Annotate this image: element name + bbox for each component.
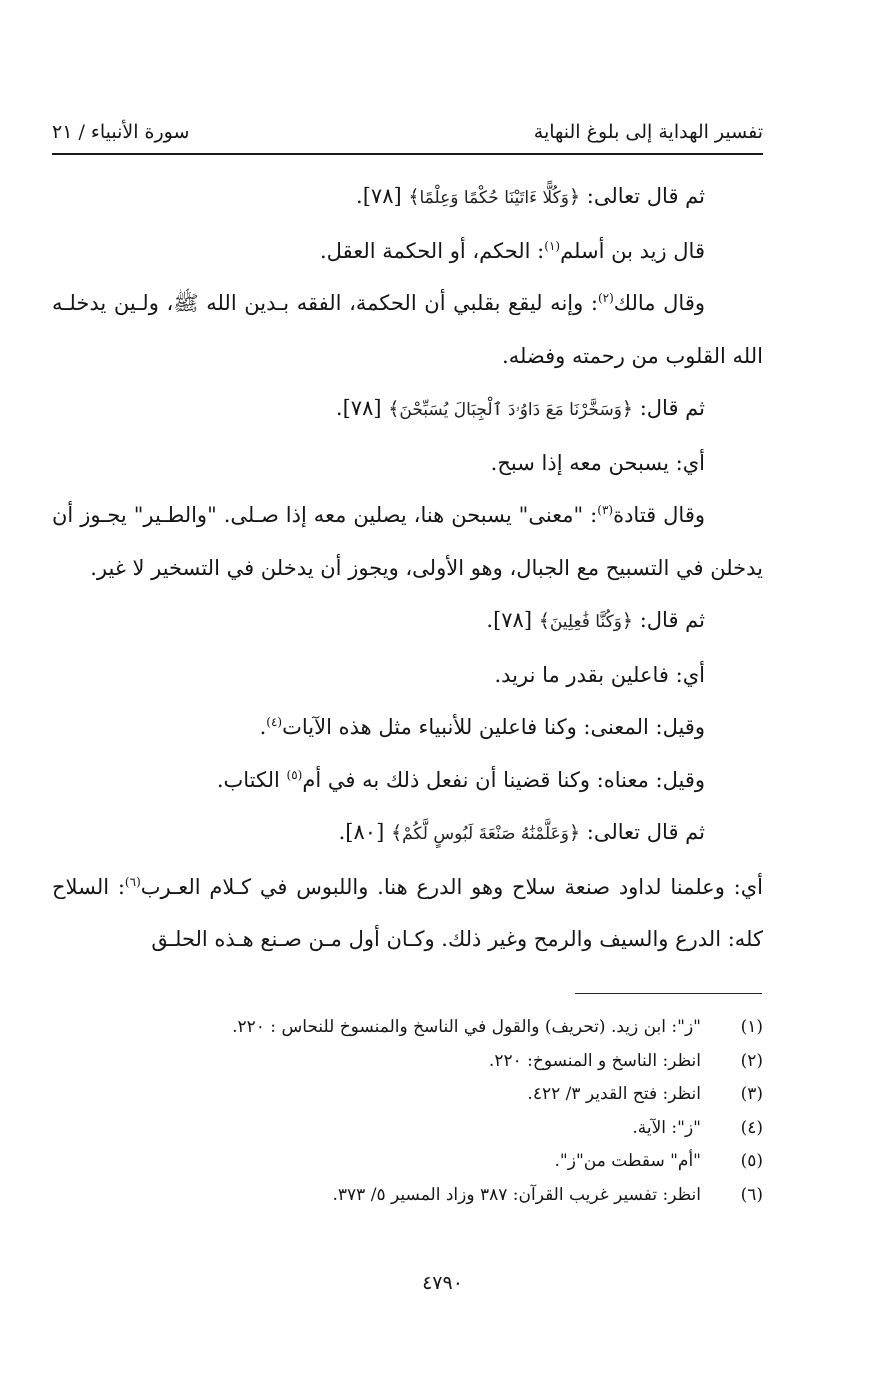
paragraph-11	[52, 806, 763, 861]
quran-verse: وَسَخَّرْنَا مَعَ دَاوُۥدَ ٱلْجِبَالَ يُسَبِّحْنَ	[399, 400, 622, 420]
footnote-number: (٣)	[740, 1084, 763, 1104]
header-rule	[52, 153, 763, 155]
footnote-number: (٥)	[740, 1151, 763, 1171]
paragraph-3	[52, 277, 763, 382]
footnote-marker: (٥)	[286, 767, 303, 782]
verse-ref: [٧٨].	[486, 608, 539, 632]
verse-intro: ثم قال:	[633, 608, 705, 632]
surah-reference: سورة الأنبياء / ٢١	[52, 121, 190, 143]
verse-intro: ثم قال:	[633, 396, 705, 420]
footnote-number: (٢)	[740, 1050, 763, 1071]
text-run: أي: وعلمنا لداود صنعة سلاح وهو الدرع هنا. واللبوس في كـلام العـرب	[140, 874, 763, 899]
verse-ref: [٧٨].	[356, 184, 409, 208]
footnote-rule	[575, 993, 762, 994]
footnote-text: "أم" سقطت من"ز".	[554, 1151, 701, 1171]
text-run: وقيل: معناه: وكنا قضينا أن نفعل ذلك به في أم	[302, 767, 705, 792]
text-run: .	[259, 715, 267, 739]
paragraph-12	[52, 861, 763, 966]
paragraph-10	[52, 754, 763, 807]
footnote-item	[52, 1045, 763, 1079]
ornate-bracket-close: ﴾	[538, 610, 550, 632]
footnote-text: انظر: فتح القدير ٣/ ٤٢٢.	[527, 1084, 701, 1104]
quran-verse: وَكُنَّا فَٰعِلِينَ	[549, 612, 622, 632]
footnote-item	[52, 1112, 763, 1146]
quran-verse: وَكُلًّا ءَاتَيْنَا حُكْمًا وَعِلْمًا	[419, 188, 569, 208]
running-header	[52, 114, 763, 150]
footnote-marker: (٦)	[124, 874, 141, 889]
ornate-bracket-open: ﴿	[568, 186, 581, 208]
paragraph-4	[52, 382, 763, 437]
verse-ref: [٨٠].	[338, 820, 391, 844]
footnote-item	[52, 1145, 763, 1179]
text-run: : الحكم، أو الحكمة العقل.	[320, 238, 545, 263]
ornate-bracket-close: ﴾	[388, 398, 400, 420]
footnote-marker: (٣)	[597, 503, 614, 517]
paragraph-5: أي: يسبحن معه إذا سبح.	[490, 450, 705, 475]
footnote-item	[52, 1078, 763, 1112]
paragraph-1	[52, 170, 763, 225]
text-run: الكتاب.	[216, 767, 287, 792]
text-run: وقال مالك	[613, 291, 705, 315]
footnote-text: انظر: تفسير غريب القرآن: ٣٨٧ وزاد المسير ٥/ ٣٧٣.	[332, 1184, 701, 1205]
footnote-text: انظر: الناسخ و المنسوخ: ٢٢٠.	[488, 1050, 701, 1071]
footnote-number: (١)	[740, 1017, 763, 1037]
paragraph-8: أي: فاعلين بقدر ما نريد.	[494, 662, 705, 687]
footnote-marker: (١)	[544, 238, 561, 253]
paragraph-9	[52, 701, 763, 754]
verse-intro: ثم قال تعالى:	[580, 184, 705, 208]
text-run: وقال قتادة	[613, 503, 706, 527]
main-text	[52, 170, 763, 966]
paragraph-6	[52, 489, 763, 594]
footnote-item	[52, 1011, 763, 1045]
paragraph-2	[52, 225, 763, 278]
ornate-bracket-close: ﴾	[408, 186, 420, 208]
footnote-number: (٦)	[740, 1184, 763, 1205]
footnote-marker: (٤)	[266, 715, 283, 729]
text-run: وقيل: المعنى: وكنا فاعلين للأنبياء مثل هذه الآيات	[282, 715, 705, 739]
text-run: : وإنه ليقع بقلبي أن الحكمة، الفقه بـدين الله ﷺ، ولـين يدخلـه الله القلوب من رحمته وفضله.	[52, 291, 763, 368]
text-run: قال زيد بن أسلم	[560, 238, 705, 263]
text-run: : السلاح كله: الدرع والسيف والرمح وغير ذلك. وكـان أول مـن صـنع هـذه الحلـق	[52, 874, 763, 951]
footnote-marker: (٢)	[597, 291, 614, 305]
page-number: ٤٧٩٠	[422, 1272, 463, 1294]
footnote-text: "ز": ابن زيد. (تحريف) والقول في الناسخ والمنسوخ للنحاس : ٢٢٠.	[232, 1017, 701, 1037]
book-title: تفسير الهداية إلى بلوغ النهاية	[533, 121, 763, 143]
footnote-text: "ز": الآية.	[632, 1117, 701, 1138]
text-run: : "معنى" يسبحن هنا، يصلين معه إذا صـلى. "والطـير" يجـوز أن يدخلن في التسبيح مع الجبال، وهو الأولى، ويجوز أن يدخلن في التسخير لا غير.	[52, 503, 763, 580]
verse-intro: ثم قال تعالى:	[580, 820, 705, 844]
footnote-item	[52, 1179, 763, 1213]
footnotes	[52, 1011, 763, 1212]
verse-ref: [٧٨].	[335, 396, 389, 420]
ornate-bracket-open: ﴿	[621, 398, 634, 420]
paragraph-7	[52, 594, 763, 649]
ornate-bracket-close: ﴾	[390, 822, 403, 844]
ornate-bracket-open: ﴿	[568, 822, 581, 844]
ornate-bracket-open: ﴿	[621, 610, 634, 632]
quran-verse: وَعَلَّمْنَٰهُ صَنْعَةَ لَبُوسٍ لَّكُمْ	[402, 824, 569, 844]
footnote-number: (٤)	[740, 1117, 763, 1138]
